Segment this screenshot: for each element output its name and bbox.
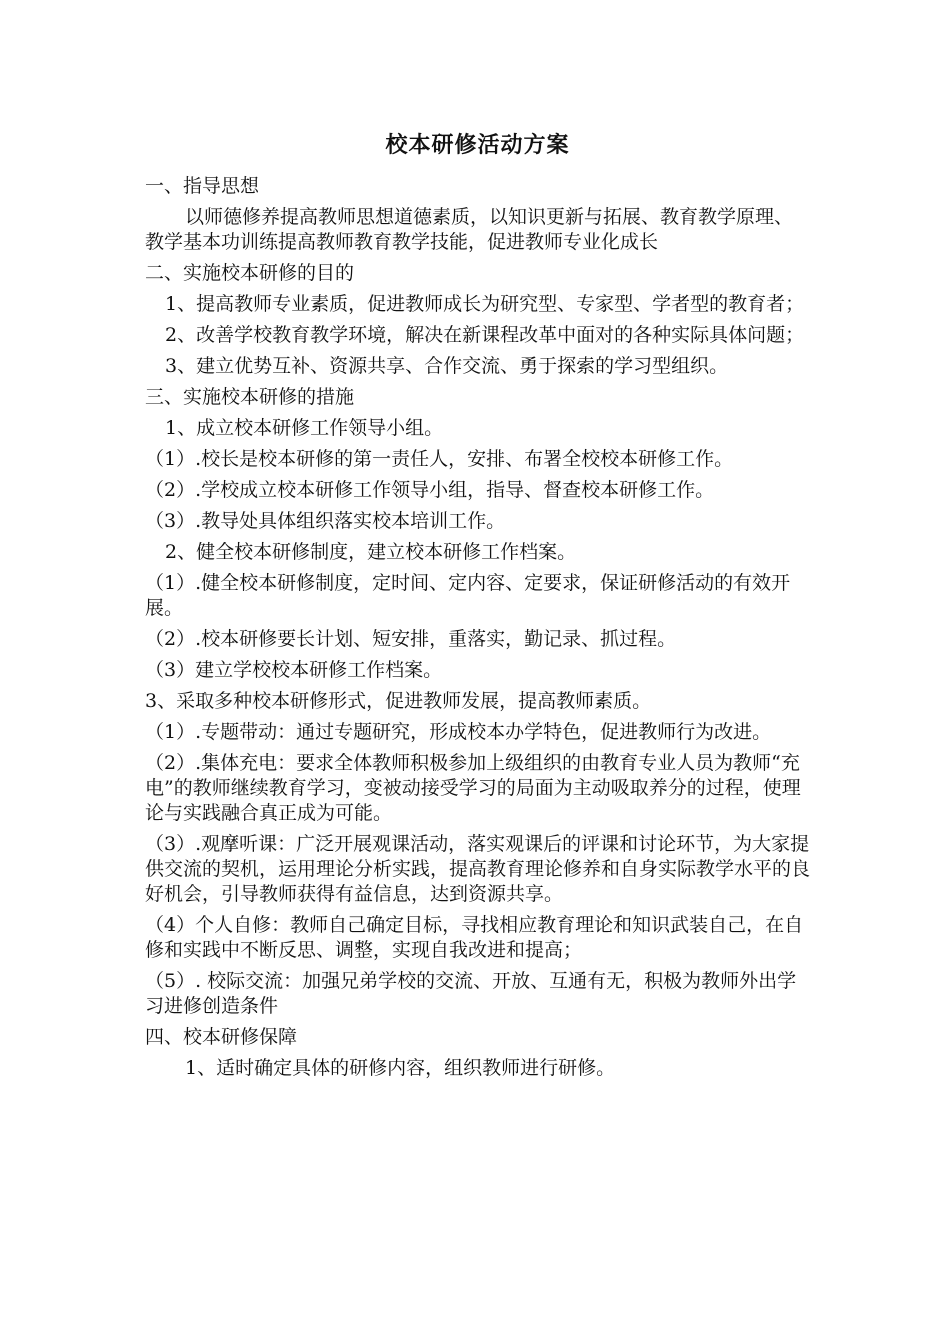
list-item-purpose-2: 2、改善学校教育教学环境，解决在新课程改革中面对的各种实际具体问题；	[165, 324, 805, 346]
section-heading-2: 二、实施校本研修的目的	[145, 262, 355, 284]
paragraph-guiding-thought: 以师德修养提高教师思想道德素质，以知识更新与拓展、教育教学原理、教学基本功训练提高教师教育教学技能，促进教师专业化成长	[145, 206, 794, 253]
list-item-measure-3: 3、采取多种校本研修形式，促进教师发展，提高教师素质。	[145, 690, 652, 712]
section-heading-4: 四、校本研修保障	[145, 1026, 298, 1048]
sub-item-2-2: （2）.校本研修要长计划、短安排，重落实，勤记录、抓过程。	[145, 628, 677, 650]
list-item-measure-2: 2、健全校本研修制度，建立校本研修工作档案。	[165, 541, 577, 563]
section-heading-1: 一、指导思想	[145, 175, 260, 197]
section-heading-3: 三、实施校本研修的措施	[145, 386, 355, 408]
sub-item-3-3: （3）.观摩听课：广泛开展观课活动，落实观课后的评课和讨论环节，为大家提供交流的契机，运用理论分析实践，提高教育理论修养和自身实际教学水平的良好机会，引导教师获得有益信息，达到资源共享。	[145, 833, 811, 905]
list-item-measure-1: 1、成立校本研修工作领导小组。	[165, 417, 444, 439]
sub-item-1-3: （3）.教导处具体组织落实校本培训工作。	[145, 510, 506, 532]
document-body	[145, 130, 810, 1087]
sub-item-3-2: （2）.集体充电：要求全体教师积极参加上级组织的由教育专业人员为教师“充电”的教师继续教育学习，变被动接受学习的局面为主动吸取养分的过程，使理论与实践融合真正成为可能。	[145, 752, 801, 824]
list-item-purpose-3: 3、建立优势互补、资源共享、合作交流、勇于探索的学习型组织。	[165, 355, 729, 377]
sub-item-1-2: （2）.学校成立校本研修工作领导小组，指导、督查校本研修工作。	[145, 479, 715, 501]
sub-item-2-1: （1）.健全校本研修制度，定时间、定内容、定要求，保证研修活动的有效开展。	[145, 572, 791, 619]
sub-item-3-1: （1）.专题带动：通过专题研究，形成校本办学特色，促进教师行为改进。	[145, 721, 772, 743]
sub-item-3-5: （5）. 校际交流：加强兄弟学校的交流、开放、互通有无，积极为教师外出学习进修创造条件	[145, 970, 797, 1017]
list-item-guarantee-1: 1、适时确定具体的研修内容，组织教师进行研修。	[185, 1057, 616, 1079]
sub-item-3-4: （4）个人自修：教师自己确定目标，寻找相应教育理论和知识武装自己，在自修和实践中不断反思、调整，实现自我改进和提高；	[145, 914, 804, 961]
document-title: 校本研修活动方案	[385, 132, 570, 158]
list-item-purpose-1: 1、提高教师专业素质，促进教师成长为研究型、专家型、学者型的教育者；	[165, 293, 805, 315]
sub-item-1-1: （1）.校长是校本研修的第一责任人，安排、布署全校校本研修工作。	[145, 448, 734, 470]
sub-item-2-3: （3）建立学校校本研修工作档案。	[145, 659, 443, 681]
